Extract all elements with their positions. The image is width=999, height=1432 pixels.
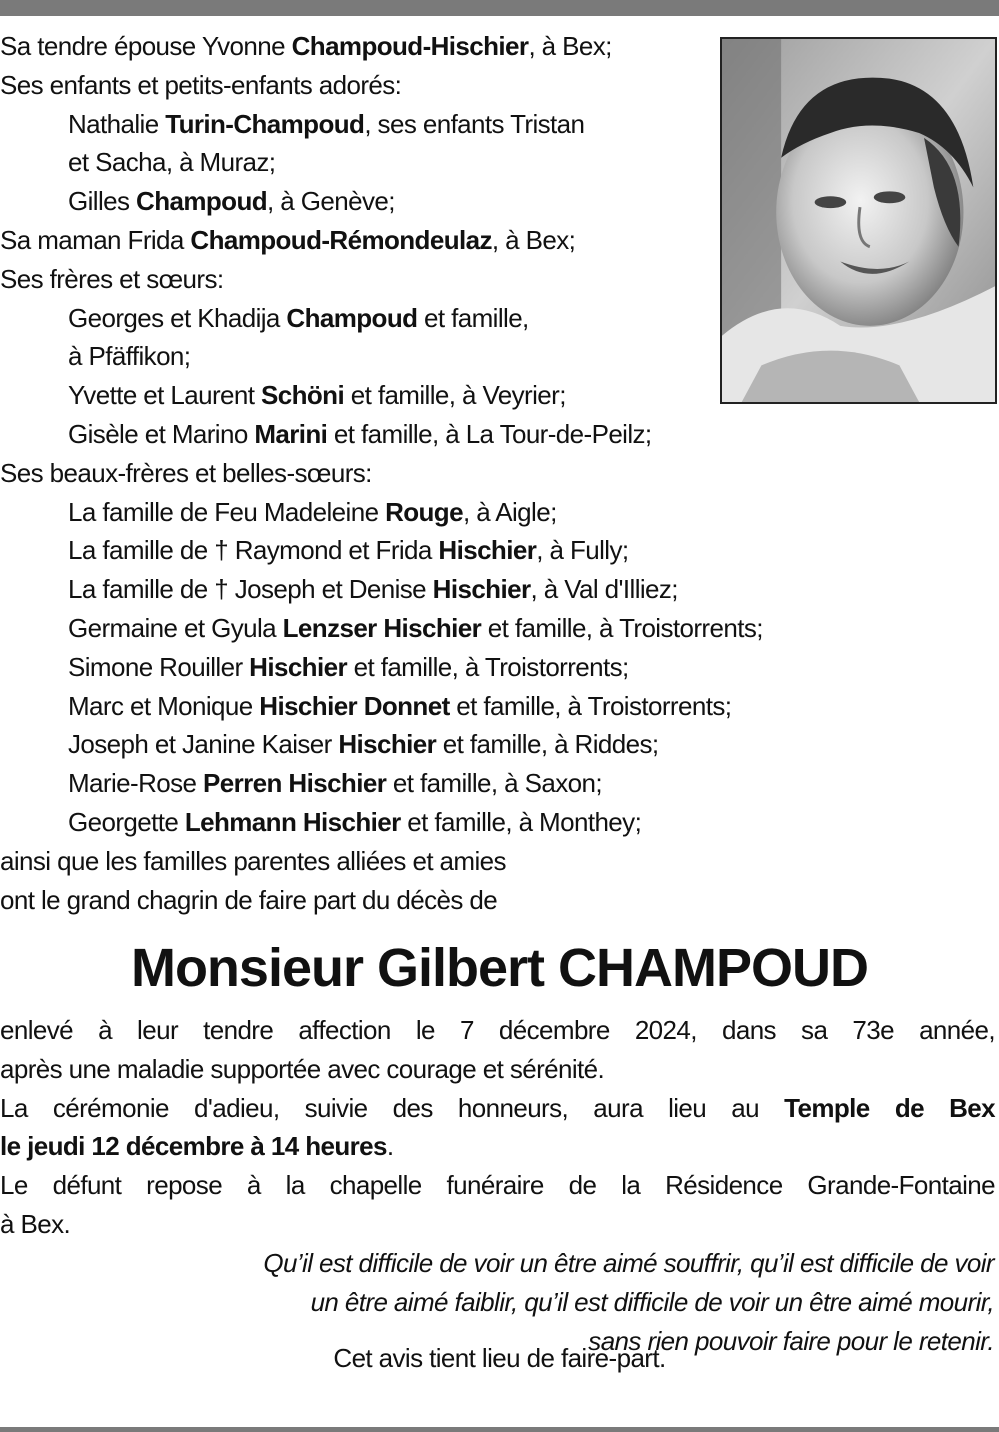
family-line: à Pfäffikon;	[68, 341, 191, 372]
body-line: après une maladie supportée avec courage et sérénité.	[0, 1053, 605, 1084]
family-line: ont le grand chagrin de faire part du décès de	[0, 884, 498, 915]
family-line: Marie-Rose Perren Hischier et famille, à Saxon;	[68, 768, 602, 799]
family-line: et Sacha, à Muraz;	[68, 147, 276, 178]
body-line: La cérémonie d'adieu, suivie des honneurs, aura lieu au Temple de Bex	[0, 1092, 995, 1123]
announcement-body	[0, 1011, 995, 1244]
deceased-name-heading: Monsieur Gilbert CHAMPOUD	[130, 938, 869, 998]
family-line: La famille de † Joseph et Denise Hischier, à Val d'Illiez;	[68, 574, 678, 605]
top-rule	[0, 0, 999, 16]
family-line: ainsi que les familles parentes alliées et amies	[0, 845, 506, 876]
body-line: enlevé à leur tendre affection le 7 décembre 2024, dans sa 73e année,	[0, 1015, 995, 1045]
family-line: Gilles Champoud, à Genève;	[68, 186, 395, 217]
family-line: Nathalie Turin-Champoud, ses enfants Tristan	[68, 108, 585, 139]
family-line: Yvette et Laurent Schöni et famille, à Veyrier;	[68, 380, 566, 411]
family-line: Ses enfants et petits-enfants adorés:	[0, 69, 402, 100]
body-line: le jeudi 12 décembre à 14 heures.	[0, 1131, 394, 1162]
family-line: Gisèle et Marino Marini et famille, à La Tour-de-Peilz;	[68, 418, 652, 449]
family-line: Sa maman Frida Champoud-Rémondeulaz, à Bex;	[0, 224, 576, 255]
family-line: Marc et Monique Hischier Donnet et famille, à Troistorrents;	[68, 690, 732, 721]
quote-line: un être aimé faiblir, qu’il est difficile de voir un être aimé mourir,	[310, 1286, 994, 1317]
quote-line: Qu’il est difficile de voir un être aimé souffrir, qu’il est difficile de voir	[263, 1248, 994, 1278]
family-line: Georgette Lehmann Hischier et famille, à Monthey;	[68, 806, 642, 837]
closing-note: Cet avis tient lieu de faire-part.	[333, 1343, 666, 1373]
family-list	[0, 27, 999, 919]
family-line: La famille de Feu Madeleine Rouge, à Aigle;	[68, 496, 557, 527]
quote-line: sans rien pouvoir faire pour le retenir.	[588, 1325, 994, 1356]
family-line: La famille de † Raymond et Frida Hischier, à Fully;	[68, 535, 629, 566]
family-line: Simone Rouiller Hischier et famille, à Troistorrents;	[68, 651, 629, 682]
family-line: Ses frères et sœurs:	[0, 263, 224, 294]
family-line: Georges et Khadija Champoud et famille,	[68, 302, 529, 333]
body-line: à Bex.	[0, 1208, 71, 1239]
family-line: Joseph et Janine Kaiser Hischier et famille, à Riddes;	[68, 729, 659, 760]
family-line: Germaine et Gyula Lenzser Hischier et famille, à Troistorrents;	[68, 612, 763, 643]
family-line: Ses beaux-frères et belles-sœurs:	[0, 457, 372, 488]
body-line: Le défunt repose à la chapelle funéraire de la Résidence Grande-Fontaine	[0, 1170, 995, 1201]
bottom-rule	[0, 1427, 999, 1432]
family-line: Sa tendre épouse Yvonne Champoud-Hischier, à Bex;	[0, 31, 612, 61]
